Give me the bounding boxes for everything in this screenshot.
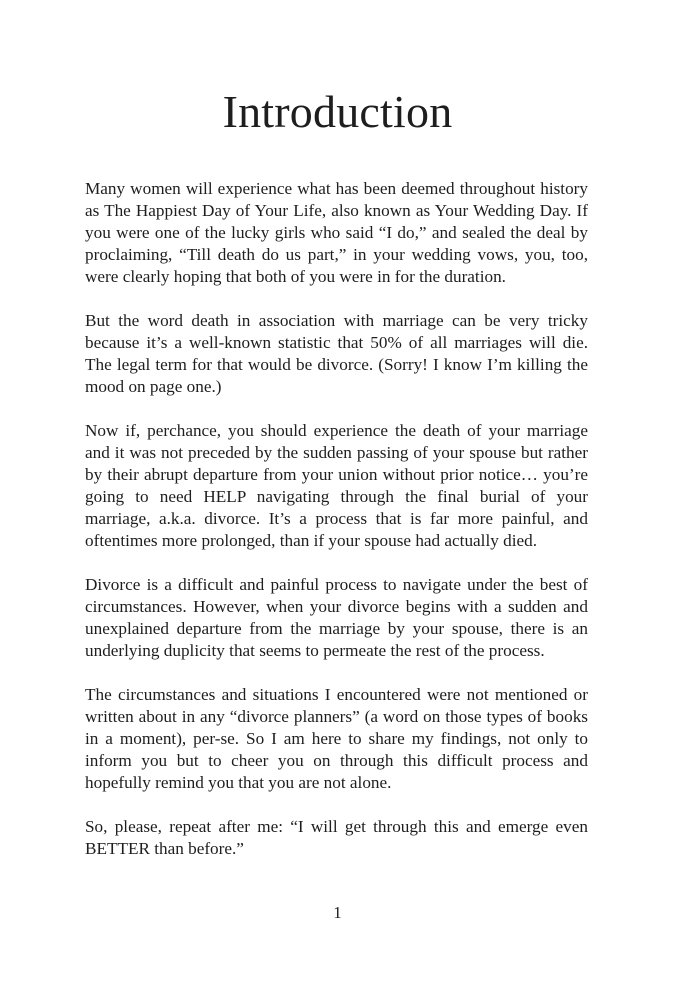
paragraph-6: So, please, repeat after me: “I will get through this and emerge even BETTER than before.” xyxy=(85,817,588,858)
paragraph-1: Many women will experience what has been deemed throughout history as The Happiest Day of Your Life, also known as Your Wedding Day. If you were one of the lucky girls who said “I do,” and sealed the deal by proclaiming, “Till death do us part,” in your wedding vows, you, too, were clearly hoping that both of you were in for the duration. xyxy=(85,179,588,286)
paragraph-4: Divorce is a difficult and painful process to navigate under the best of circumstances. However, when your divorce begins with a sudden and unexplained departure from the marriage by your spouse, there is an underlying duplicity that seems to permeate the rest of the process. xyxy=(85,575,588,660)
page-number: 1 xyxy=(333,903,342,922)
paragraph-2: But the word death in association with marriage can be very tricky because it’s a well-known statistic that 50% of all marriages will die. The legal term for that would be divorce. (Sorry! I know I’m killing the mood on page one.) xyxy=(85,311,588,396)
chapter-body xyxy=(85,178,588,882)
paragraph-3: Now if, perchance, you should experience the death of your marriage and it was not preceded by the sudden passing of your spouse but rather by their abrupt departure from your union without prior notice… you’re going to need HELP navigating through the final burial of your marriage, a.k.a. divorce. It’s a process that is far more painful, and oftentimes more prolonged, than if your spouse had actually died. xyxy=(85,421,588,550)
chapter-title: Introduction xyxy=(222,86,453,137)
paragraph-5: The circumstances and situations I encountered were not mentioned or written about in any “divorce planners” (a word on those types of books in a moment), per-se. So I am here to share my findings, not only to inform you but to cheer you on through this difficult process and hopefully remind you that you are not alone. xyxy=(85,685,588,792)
